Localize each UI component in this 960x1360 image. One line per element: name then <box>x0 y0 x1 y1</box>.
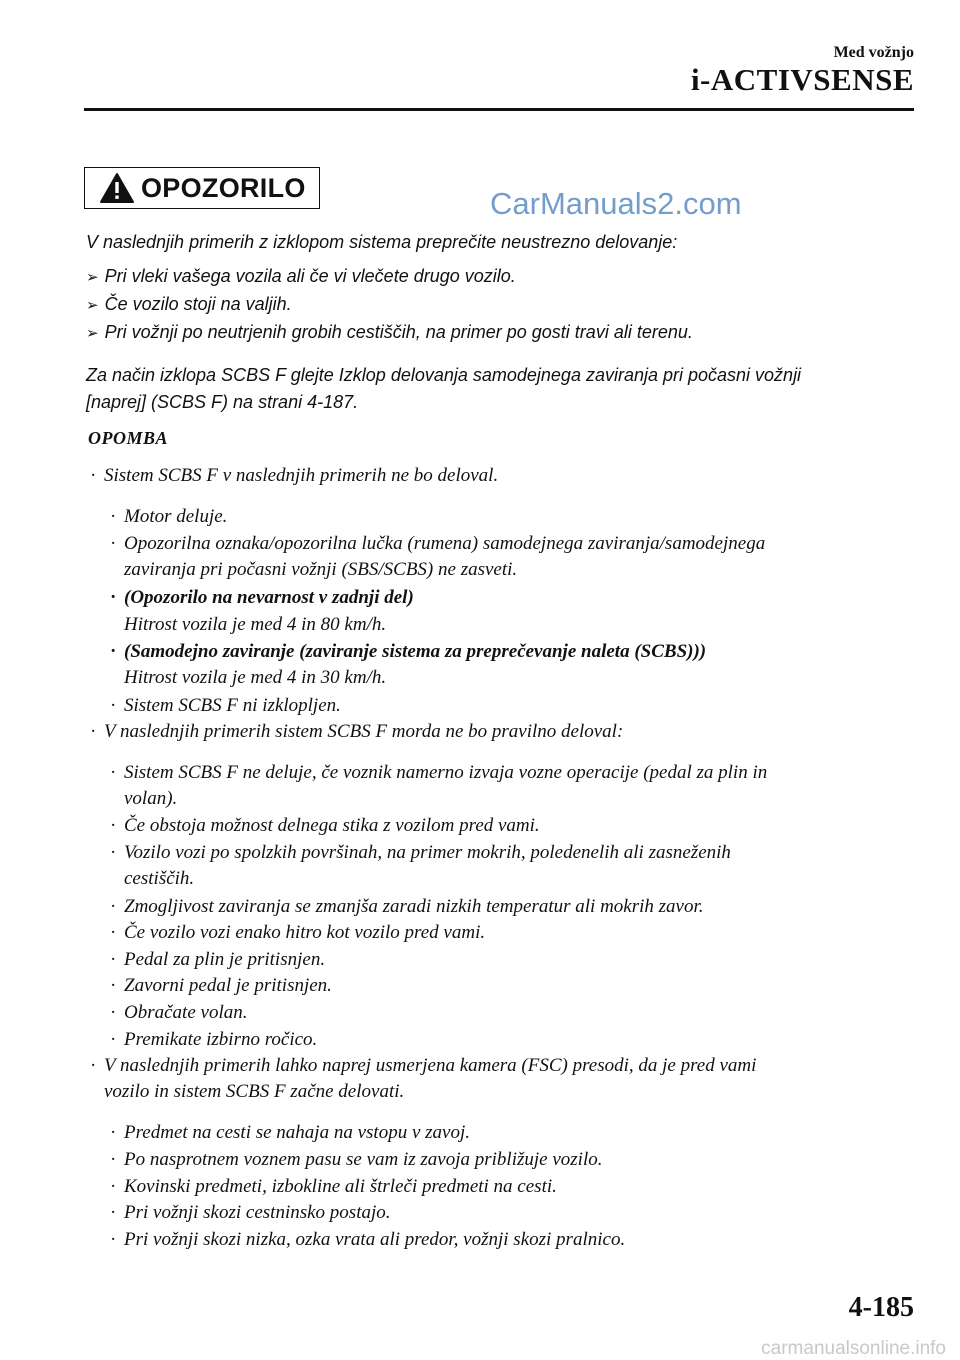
note-bullet: · Pri vožnji skozi nizka, ozka vrata ali predor, vožnji skozi pralnico. <box>110 1229 626 1250</box>
note-continuation: cestiščih. <box>124 868 195 889</box>
header-divider <box>84 108 914 111</box>
note-bullet: · Opozorilna oznaka/opozorilna lučka (rumena) samodejnega zaviranja/samodejnega <box>110 533 766 554</box>
warning-badge <box>84 167 320 209</box>
note-continuation: volan). <box>124 788 178 809</box>
section-title: Med vožnjo <box>833 44 914 61</box>
arrow-icon: ➢ <box>86 297 99 314</box>
warning-reference: [naprej] (SCBS F) na strani 4-187. <box>86 392 359 412</box>
note-bullet: · Sistem SCBS F ne deluje, če voznik namerno izvaja vozne operacije (pedal za plin in <box>110 762 768 783</box>
note-bullet: · Če obstoja možnost delnega stika z vozilom pred vami. <box>110 815 540 836</box>
note-bullet: · Zmogljivost zaviranja se zmanjša zaradi nizkih temperatur ali mokrih zavor. <box>110 896 704 917</box>
note-bullet: · V naslednjih primerih sistem SCBS F morda ne bo pravilno deloval: <box>90 721 624 742</box>
arrow-icon: ➢ <box>86 269 99 286</box>
note-bullet: · Sistem SCBS F ni izklopljen. <box>110 695 341 716</box>
note-bullet: · Sistem SCBS F v naslednjih primerih ne bo deloval. <box>90 465 499 486</box>
note-bullet: · Premikate izbirno ročico. <box>110 1029 318 1050</box>
note-continuation: vozilo in sistem SCBS F začne delovati. <box>104 1081 405 1102</box>
note-bullet: · Zavorni pedal je pritisnjen. <box>110 975 332 996</box>
warning-triangle-icon <box>99 172 135 204</box>
warning-intro: V naslednjih primerih z izklopom sistema preprečite neustrezno delovanje: <box>86 232 678 252</box>
note-bullet: · Vozilo vozi po spolzkih površinah, na primer mokrih, poledenelih ali zasneženih <box>110 842 731 863</box>
warning-item: ➢ Pri vožnji po neutrjenih grobih cestiščih, na primer po gosti travi ali terenu. <box>86 322 693 342</box>
note-bullet: · Če vozilo vozi enako hitro kot vozilo pred vami. <box>110 922 486 943</box>
chapter-title: i-ACTIVSENSE <box>690 62 914 97</box>
warning-item: ➢ Če vozilo stoji na valjih. <box>86 294 292 314</box>
note-bullet: · Kovinski predmeti, izbokline ali štrleči predmeti na cesti. <box>110 1176 557 1197</box>
note-continuation: Hitrost vozila je med 4 in 80 km/h. <box>124 614 387 635</box>
note-continuation: Hitrost vozila je med 4 in 30 km/h. <box>124 667 387 688</box>
note-bullet: · Obračate volan. <box>110 1002 248 1023</box>
note-bullet: · Predmet na cesti se nahaja na vstopu v zavoj. <box>110 1122 470 1143</box>
note-bullet: · V naslednjih primerih lahko naprej usmerjena kamera (FSC) presodi, da je pred vami <box>90 1055 757 1076</box>
watermark: CarManuals2.com <box>490 186 742 221</box>
warning-reference: Za način izklopa SCBS F glejte Izklop delovanja samodejnega zaviranja pri počasni vožnji <box>86 365 802 385</box>
note-title: OPOMBA <box>88 428 169 448</box>
note-bullet: · (Samodejno zaviranje (zaviranje sistema za preprečevanje naleta (SCBS))) <box>110 641 707 662</box>
note-continuation: zaviranja pri počasni vožnji (SBS/SCBS) ne zasveti. <box>124 559 518 580</box>
arrow-icon: ➢ <box>86 325 99 342</box>
warning-item: ➢ Pri vleki vašega vozila ali če vi vlečete drugo vozilo. <box>86 266 516 286</box>
page-number: 4-185 <box>848 1292 914 1323</box>
note-bullet: · (Opozorilo na nevarnost v zadnji del) <box>110 587 414 608</box>
note-bullet: · Motor deluje. <box>110 506 228 527</box>
warning-label: OPOZORILO <box>141 172 306 203</box>
footer-site-mark: carmanualsonline.info <box>761 1338 946 1359</box>
note-bullet: · Po nasprotnem voznem pasu se vam iz zavoja približuje vozilo. <box>110 1149 603 1170</box>
note-bullet: · Pri vožnji skozi cestninsko postajo. <box>110 1202 391 1223</box>
note-bullet: · Pedal za plin je pritisnjen. <box>110 949 326 970</box>
